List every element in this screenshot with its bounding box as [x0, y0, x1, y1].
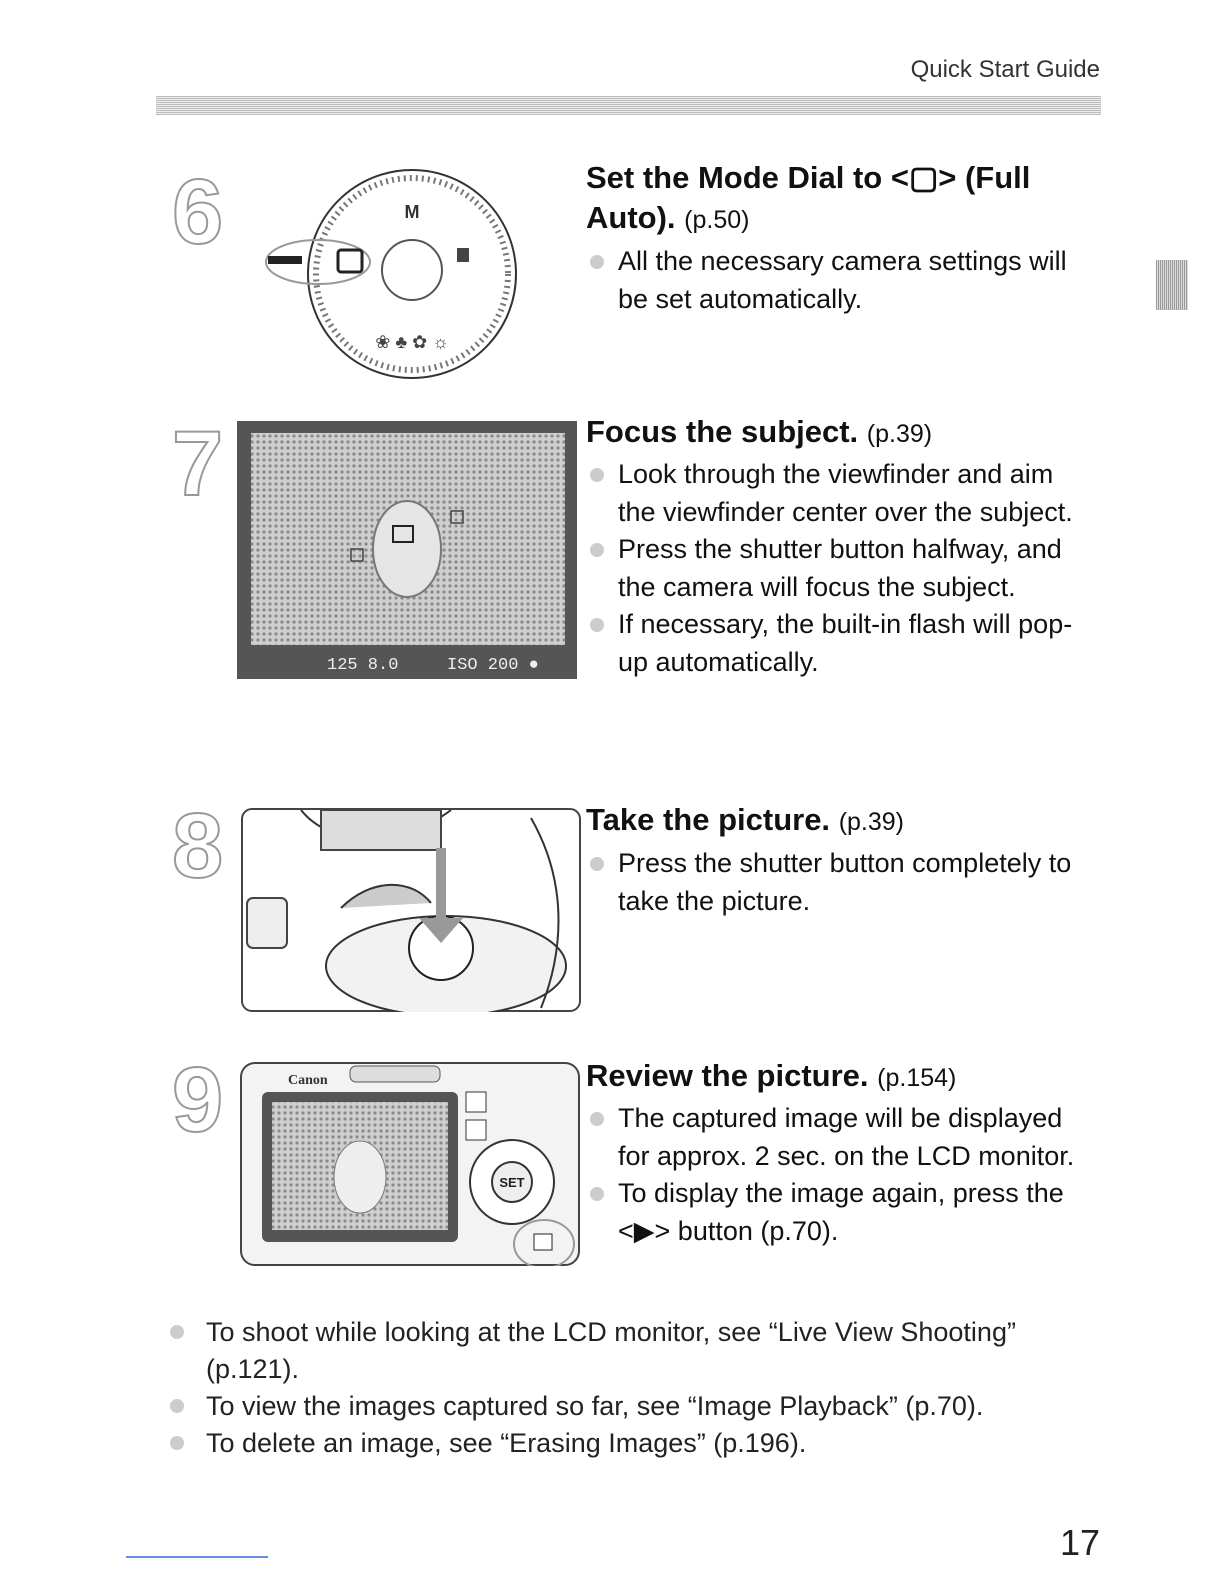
bullet-item: Press the shutter button completely to take the picture. [586, 845, 1096, 920]
viewfinder-readout-right: ISO 200 ● [447, 656, 539, 675]
step-number: 7 [172, 413, 224, 515]
page-reference: (p.39) [866, 420, 933, 448]
camera-back-illustration [240, 1062, 580, 1266]
header-title: Quick Start Guide [910, 56, 1100, 83]
step-bullets [586, 1100, 1086, 1250]
bullet-item: Look through the viewfinder and aim the viewfinder center over the subject. [586, 456, 1086, 531]
step-bullets [586, 243, 1086, 318]
page-reference: (p.154) [877, 1064, 957, 1092]
step-bullets [586, 456, 1086, 681]
page-reference: (p.39) [838, 808, 904, 836]
step-title-main: Set the Mode Dial to <▢> (Full Auto). [586, 160, 1031, 235]
step-title-main: Review the picture. [586, 1058, 869, 1093]
notes-list [170, 1314, 1100, 1462]
step-title-main: Focus the subject. [586, 414, 859, 449]
shutter-button-illustration [241, 808, 581, 1012]
step-number: 6 [172, 161, 224, 263]
note-item: To view the images captured so far, see “Image Playback” (p.70). [170, 1388, 1100, 1425]
footer-line [126, 1556, 268, 1558]
bullet-item: All the necessary camera settings will be set automatically. [586, 243, 1086, 318]
step-title [586, 412, 1096, 454]
bullet-item: Press the shutter button halfway, and the camera will focus the subject. [586, 531, 1086, 606]
step-title [586, 1056, 1096, 1098]
section-tab-marker [1156, 260, 1188, 310]
svg-text:❀ ♣ ✿ ☼: ❀ ♣ ✿ ☼ [375, 332, 449, 352]
step-title [586, 158, 1096, 240]
page-reference: (p.50) [684, 206, 750, 234]
step-bullets [586, 845, 1096, 920]
bullet-item: To display the image again, press the <▶> button (p.70). [586, 1175, 1086, 1250]
bullet-item: If necessary, the built-in flash will pop-up automatically. [586, 606, 1086, 681]
step-title-main: Take the picture. [586, 802, 831, 837]
set-button-label: SET [499, 1175, 525, 1190]
step-title [586, 800, 1096, 842]
viewfinder-readout-left: 125 8.0 [327, 656, 399, 675]
header-bar [156, 96, 1101, 115]
mode-dial-illustration [262, 158, 518, 394]
camera-brand: Canon [288, 1073, 328, 1088]
note-item: To shoot while looking at the LCD monitor, see “Live View Shooting” (p.121). [170, 1314, 1100, 1388]
step-number: 8 [172, 795, 224, 897]
step-number: 9 [172, 1049, 224, 1151]
dial-mode-labels: M [404, 202, 420, 222]
bullet-item: The captured image will be displayed for approx. 2 sec. on the LCD monitor. [586, 1100, 1086, 1175]
note-item: To delete an image, see “Erasing Images” (p.196). [170, 1425, 1100, 1462]
viewfinder-illustration [237, 421, 577, 679]
page-number: 17 [1059, 1522, 1100, 1563]
